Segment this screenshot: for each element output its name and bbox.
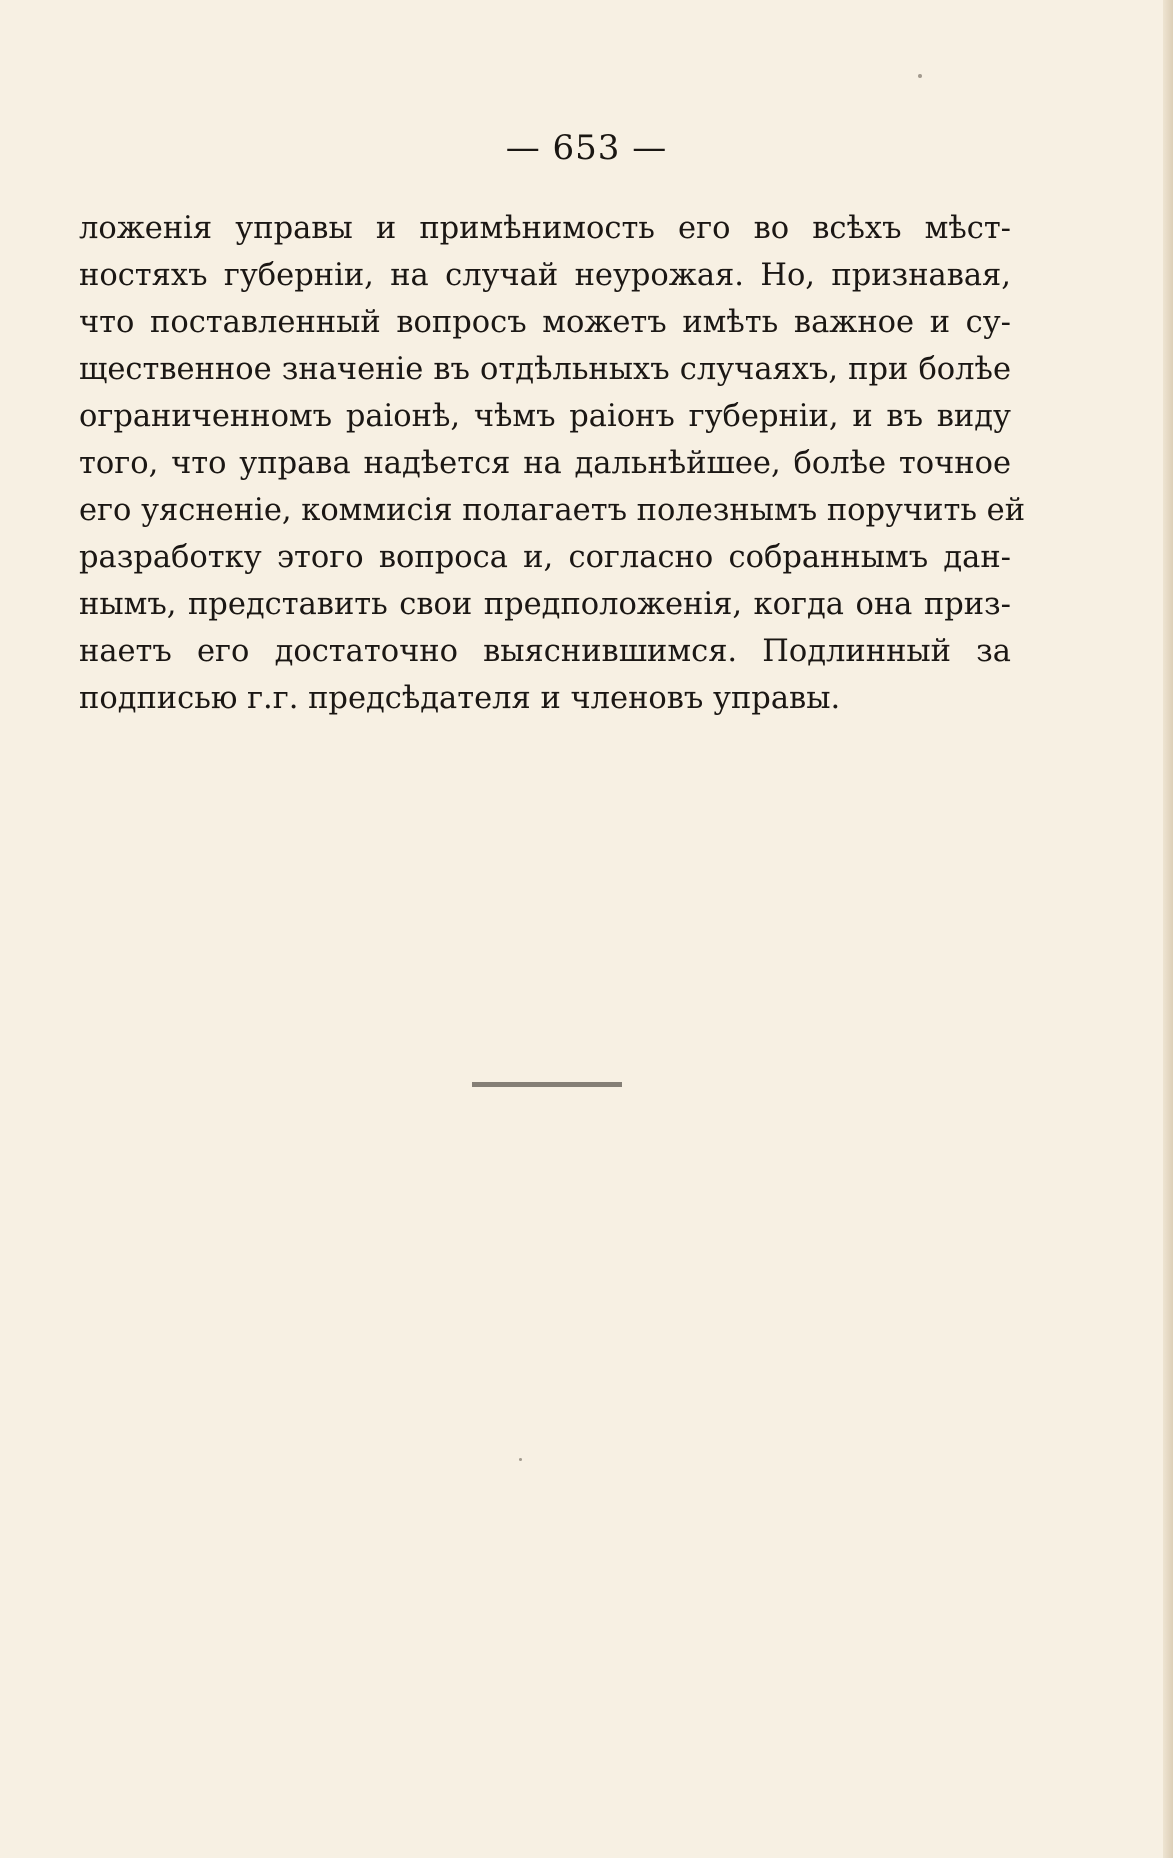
text-line: ограниченномъ раіонѣ, чѣмъ раіонъ губерніи, и въ виду (79, 399, 1011, 434)
text-line: его уясненіе, коммисія полагаетъ полезнымъ поручить ей (79, 493, 1026, 528)
text-line: подписью г.г. предсѣдателя и членовъ управы. (79, 681, 841, 716)
text-line: ностяхъ губерніи, на случай неурожая. Но, признавая, (79, 258, 1011, 293)
bleed-through-rule (472, 1082, 622, 1087)
page-edge (1163, 0, 1173, 1858)
text-line: ложенія управы и примѣнимость его во всѣхъ мѣст- (79, 211, 1011, 246)
text-line: щественное значеніе въ отдѣльныхъ случаяхъ, при болѣе (79, 352, 1011, 387)
paper-speck (918, 74, 922, 78)
text-line: что поставленный вопросъ можетъ имѣть важное и су- (79, 305, 1011, 340)
text-line: того, что управа надѣется на дальнѣйшее, болѣе точное (79, 446, 1011, 481)
page-number: — 653 — (505, 128, 668, 168)
body-text (79, 205, 1026, 722)
paper-speck (519, 1458, 522, 1461)
text-line: наетъ его достаточно выяснившимся. Подлинный за (79, 634, 1011, 669)
text-line: нымъ, представить свои предположенія, когда она приз- (79, 587, 1011, 622)
text-line: разработку этого вопроса и, согласно собраннымъ дан- (79, 540, 1011, 575)
